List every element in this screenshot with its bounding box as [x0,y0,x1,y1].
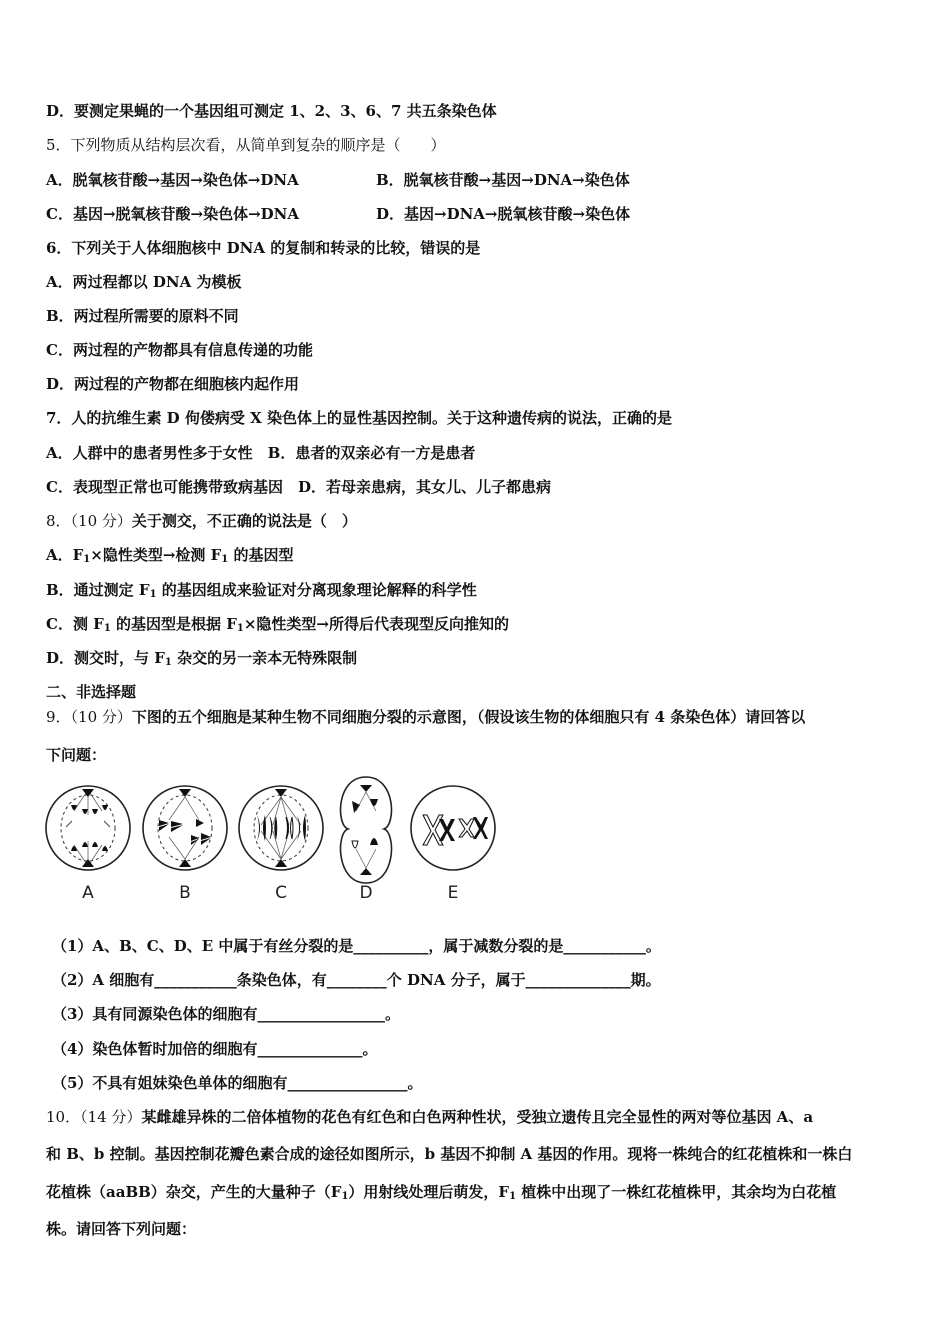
q9-stem-1: 下图的五个细胞是某种生物不同细胞分裂的示意图，（假设该生物的体细胞只有 4 条染色体）请回答以 [131,708,806,726]
q10-line-3-subscript-2: 1 [509,1191,517,1202]
q5-option-d: D．基因→DNA→脱氧核苷酸→染色体 [376,205,631,223]
q9-stem-line-2: 下问题： [46,746,107,764]
q9-stem-line-1 [46,707,805,727]
q9-score: （10 分） [70,708,132,726]
q6-option-d: D．两过程的产物都在细胞核内起作用 [46,375,300,393]
q8-option-a-text-1: A．F [46,546,84,564]
q10-line-3-subscript-1: 1 [341,1191,349,1202]
q5-option-b: B．脱氧核苷酸→基因→DNA→染色体 [376,171,630,189]
q8-option-c-subscript-1: 1 [103,623,111,634]
cell-d-drawing [322,775,410,887]
q8-option-c-subscript-2: 1 [236,623,244,634]
cell-d-label: D [359,883,373,903]
q8-score: （10 分） [70,512,132,530]
q5-option-c: C．基因→脱氧核苷酸→染色体→DNA [46,205,300,223]
q10-line-3-text-2: ）用射线处理后萌发，F [348,1183,510,1201]
q6-stem: 6．下列关于人体细胞核中 DNA 的复制和转录的比较，错误的是 [46,239,481,257]
q6-option-b: B．两过程所需要的原料不同 [46,307,239,325]
cell-e [409,775,497,910]
q9-sub-3: （3）具有同源染色体的细胞有_________________。 [52,1005,400,1023]
q8-option-d-subscript: 1 [164,657,172,668]
cell-a-label: A [82,883,94,903]
cell-b-drawing [141,775,229,875]
q8-option-d-text-1: D．测交时，与 F [46,649,165,667]
q5-option-a: A．脱氧核苷酸→基因→染色体→DNA [46,171,299,189]
q8-option-c-text-3: ×隐性类型→所得后代表现型反向推知的 [243,615,509,633]
q10-score: （14 分） [80,1108,142,1126]
q8-option-d-text-2: 杂交的另一亲本无特殊限制 [171,649,358,667]
cell-a-drawing [44,775,132,875]
q10-text-1: 某雌雄异株的二倍体植物的花色有红色和白色两种性状，受独立遗传且完全显性的两对等位基因 A、a [141,1108,814,1126]
q8-option-a-text-3: 的基因型 [228,546,294,564]
q8-option-c [46,614,509,639]
q8-option-c-text-2: 的基因型是根据 F [110,615,237,633]
q8-option-a [46,545,293,570]
q8-option-b [46,580,477,605]
q8-option-b-text-2: 的基因组成来验证对分离现象理论解释的科学性 [156,581,477,599]
q5-stem: 5．下列物质从结构层次看，从简单到复杂的顺序是（ ） [46,136,446,154]
q10-line-3-text-1: 花植株（aaBB）杂交，产生的大量种子（F [46,1183,342,1201]
q8-option-a-text-2: ×隐性类型→检测 F [90,546,222,564]
q6-option-c: C．两过程的产物都具有信息传递的功能 [46,341,313,359]
cell-division-figure [44,775,514,910]
q8-option-c-text-1: C．测 F [46,615,104,633]
section-2-title: 二、非选择题 [46,683,137,701]
q9-sub-1: （1）A、B、C、D、E 中属于有丝分裂的是__________，属于减数分裂的是___________。 [52,937,661,955]
q6-option-a: A．两过程都以 DNA 为模板 [46,273,242,291]
q7-options-ab: A．人群中的患者男性多于女性 B．患者的双亲必有一方是患者 [46,444,476,462]
cell-e-drawing [409,775,497,875]
q8-stem: 关于测交，不正确的说法是（ ） [131,512,357,530]
q10-line-3 [46,1182,836,1207]
q10-line-4: 株。请回答下列问题： [46,1220,197,1238]
cell-b-label: B [179,883,191,903]
q8-number: 8． [46,512,71,530]
q9-sub-5: （5）不具有姐妹染色单体的细胞有________________。 [52,1074,423,1092]
q8-option-a-subscript-1: 1 [83,554,91,565]
cell-a [44,775,132,910]
cell-b [141,775,229,910]
q8-stem-line [46,511,357,531]
cell-c-drawing [237,775,325,875]
q10-line-2: 和 B、b 控制。基因控制花瓣色素合成的途径如图所示，b 基因不抑制 A 基因的作用。现将一株纯合的红花植株和一株白 [46,1145,853,1163]
cell-e-label: E [447,883,459,903]
cell-c [237,775,325,910]
q4-option-d: D．要测定果蝇的一个基因组可测定 1、2、3、6、7 共五条染色体 [46,102,497,120]
q8-option-d [46,648,357,673]
q8-option-b-subscript: 1 [149,589,157,600]
q9-sub-4: （4）染色体暂时加倍的细胞有______________。 [52,1040,378,1058]
q10-number: 10． [46,1108,81,1126]
q10-line-1 [46,1107,813,1127]
q9-sub-2: （2）A 细胞有___________条染色体，有________个 DNA 分子，属于______________期。 [52,971,661,989]
q7-stem: 7．人的抗维生素 D 佝偻病受 X 染色体上的显性基因控制。关于这种遗传病的说法，正确的是 [46,409,672,427]
q9-number: 9． [46,708,71,726]
q10-line-3-text-3: 植株中出现了一株红花植株甲，其余均为白花植 [516,1183,837,1201]
q8-option-a-subscript-2: 1 [221,554,229,565]
q8-option-b-text-1: B．通过测定 F [46,581,150,599]
cell-c-label: C [275,883,287,903]
q7-options-cd: C．表现型正常也可能携带致病基因 D．若母亲患病，其女儿、儿子都患病 [46,478,551,496]
cell-d [322,775,410,910]
